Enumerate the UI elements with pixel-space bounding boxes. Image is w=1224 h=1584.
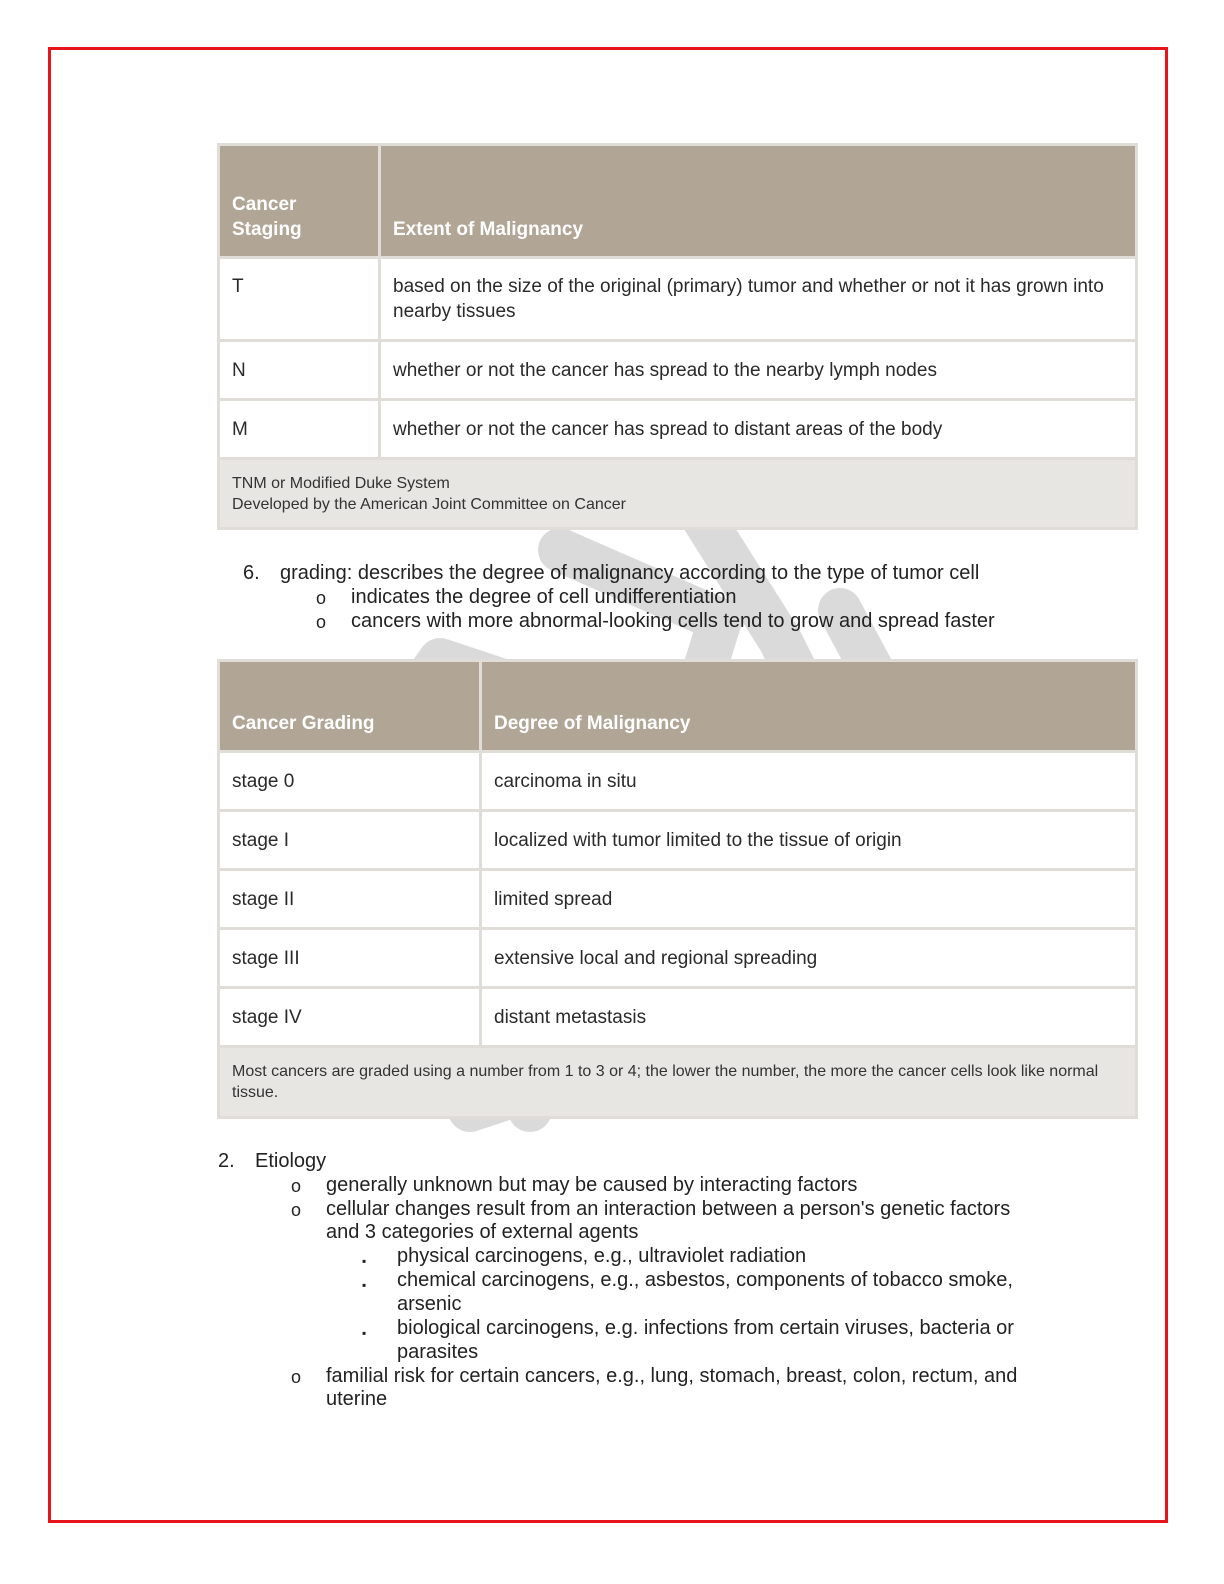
grading-footer-row (220, 1048, 1135, 1116)
etiology-sub-3-line1: biological carcinogens, e.g. infections from certain viruses, bacteria or (397, 1317, 1014, 1339)
staging-footer-line2: Developed by the American Joint Committee on Cancer (232, 496, 626, 513)
grading-footer: Most cancers are graded using a number from 1 to 3 or 4; the lower the number, the more the cancer cells look like normal tissue. (220, 1048, 1135, 1116)
grading-stage-1: stage I (220, 812, 479, 868)
staging-desc-m: whether or not the cancer has spread to distant areas of the body (381, 401, 1135, 457)
grading-stage-4: stage IV (220, 989, 479, 1045)
staging-table (217, 143, 1138, 530)
etiology-item-3-line2: uterine (326, 1388, 388, 1410)
staging-header-col2: Extent of Malignancy (381, 146, 1135, 256)
grading-number: 6. (243, 562, 260, 584)
grading-header-col1: Cancer Grading (220, 662, 479, 750)
grading-desc-0: carcinoma in situ (482, 753, 1135, 809)
grading-bullet-1: indicates the degree of cell undifferentiation (351, 586, 737, 608)
staging-footer (220, 460, 1135, 527)
bullet-marker: o (316, 588, 327, 608)
table-row (220, 871, 1135, 927)
table-row (220, 342, 1135, 398)
etiology-sub-1: physical carcinogens, e.g., ultraviolet radiation (397, 1245, 807, 1267)
grading-header-row (220, 662, 1135, 750)
etiology-item-1: generally unknown but may be caused by interacting factors (326, 1174, 858, 1196)
sub-bullet-marker: ▪ (362, 1254, 367, 1268)
grading-text: grading: describes the degree of malignancy according to the type of tumor cell (280, 562, 980, 584)
grading-header-col2: Degree of Malignancy (482, 662, 1135, 750)
grading-stage-2: stage II (220, 871, 479, 927)
etiology-sub-2-line1: chemical carcinogens, e.g., asbestos, components of tobacco smoke, (397, 1269, 1013, 1291)
bullet-marker: o (291, 1367, 302, 1387)
staging-footer-row (220, 460, 1135, 527)
table-row (220, 259, 1135, 339)
grading-bullet-2: cancers with more abnormal-looking cells tend to grow and spread faster (351, 610, 995, 632)
table-row (220, 753, 1135, 809)
etiology-item-3-line1: familial risk for certain cancers, e.g., lung, stomach, breast, colon, rectum, and (326, 1365, 1018, 1387)
staging-header-col1: Cancer Staging (220, 146, 378, 256)
etiology-sub-2-line2: arsenic (397, 1293, 462, 1315)
staging-header-row (220, 146, 1135, 256)
etiology-item-2-line1: cellular changes result from an interaction between a person's genetic factors (326, 1198, 1011, 1220)
staging-desc-n: whether or not the cancer has spread to the nearby lymph nodes (381, 342, 1135, 398)
grading-desc-2: limited spread (482, 871, 1135, 927)
staging-footer-line1: TNM or Modified Duke System (232, 475, 450, 492)
etiology-item-2-line2: and 3 categories of external agents (326, 1221, 639, 1243)
staging-code-n: N (220, 342, 378, 398)
bullet-marker: o (291, 1176, 302, 1196)
table-row (220, 930, 1135, 986)
staging-code-t: T (220, 259, 378, 339)
grading-stage-3: stage III (220, 930, 479, 986)
etiology-title: Etiology (255, 1150, 327, 1172)
table-row (220, 401, 1135, 457)
grading-table (217, 659, 1138, 1119)
grading-desc-1: localized with tumor limited to the tissue of origin (482, 812, 1135, 868)
grading-stage-0: stage 0 (220, 753, 479, 809)
etiology-number: 2. (218, 1150, 235, 1172)
etiology-sub-3-line2: parasites (397, 1341, 479, 1363)
table-row (220, 812, 1135, 868)
grading-desc-3: extensive local and regional spreading (482, 930, 1135, 986)
bullet-marker: o (316, 612, 327, 632)
staging-desc-t: based on the size of the original (primary) tumor and whether or not it has grown into nearby tissues (381, 259, 1135, 339)
grading-desc-4: distant metastasis (482, 989, 1135, 1045)
bullet-marker: o (291, 1200, 302, 1220)
sub-bullet-marker: ▪ (362, 1278, 367, 1292)
sub-bullet-marker: ▪ (362, 1326, 367, 1340)
table-row (220, 989, 1135, 1045)
staging-code-m: M (220, 401, 378, 457)
